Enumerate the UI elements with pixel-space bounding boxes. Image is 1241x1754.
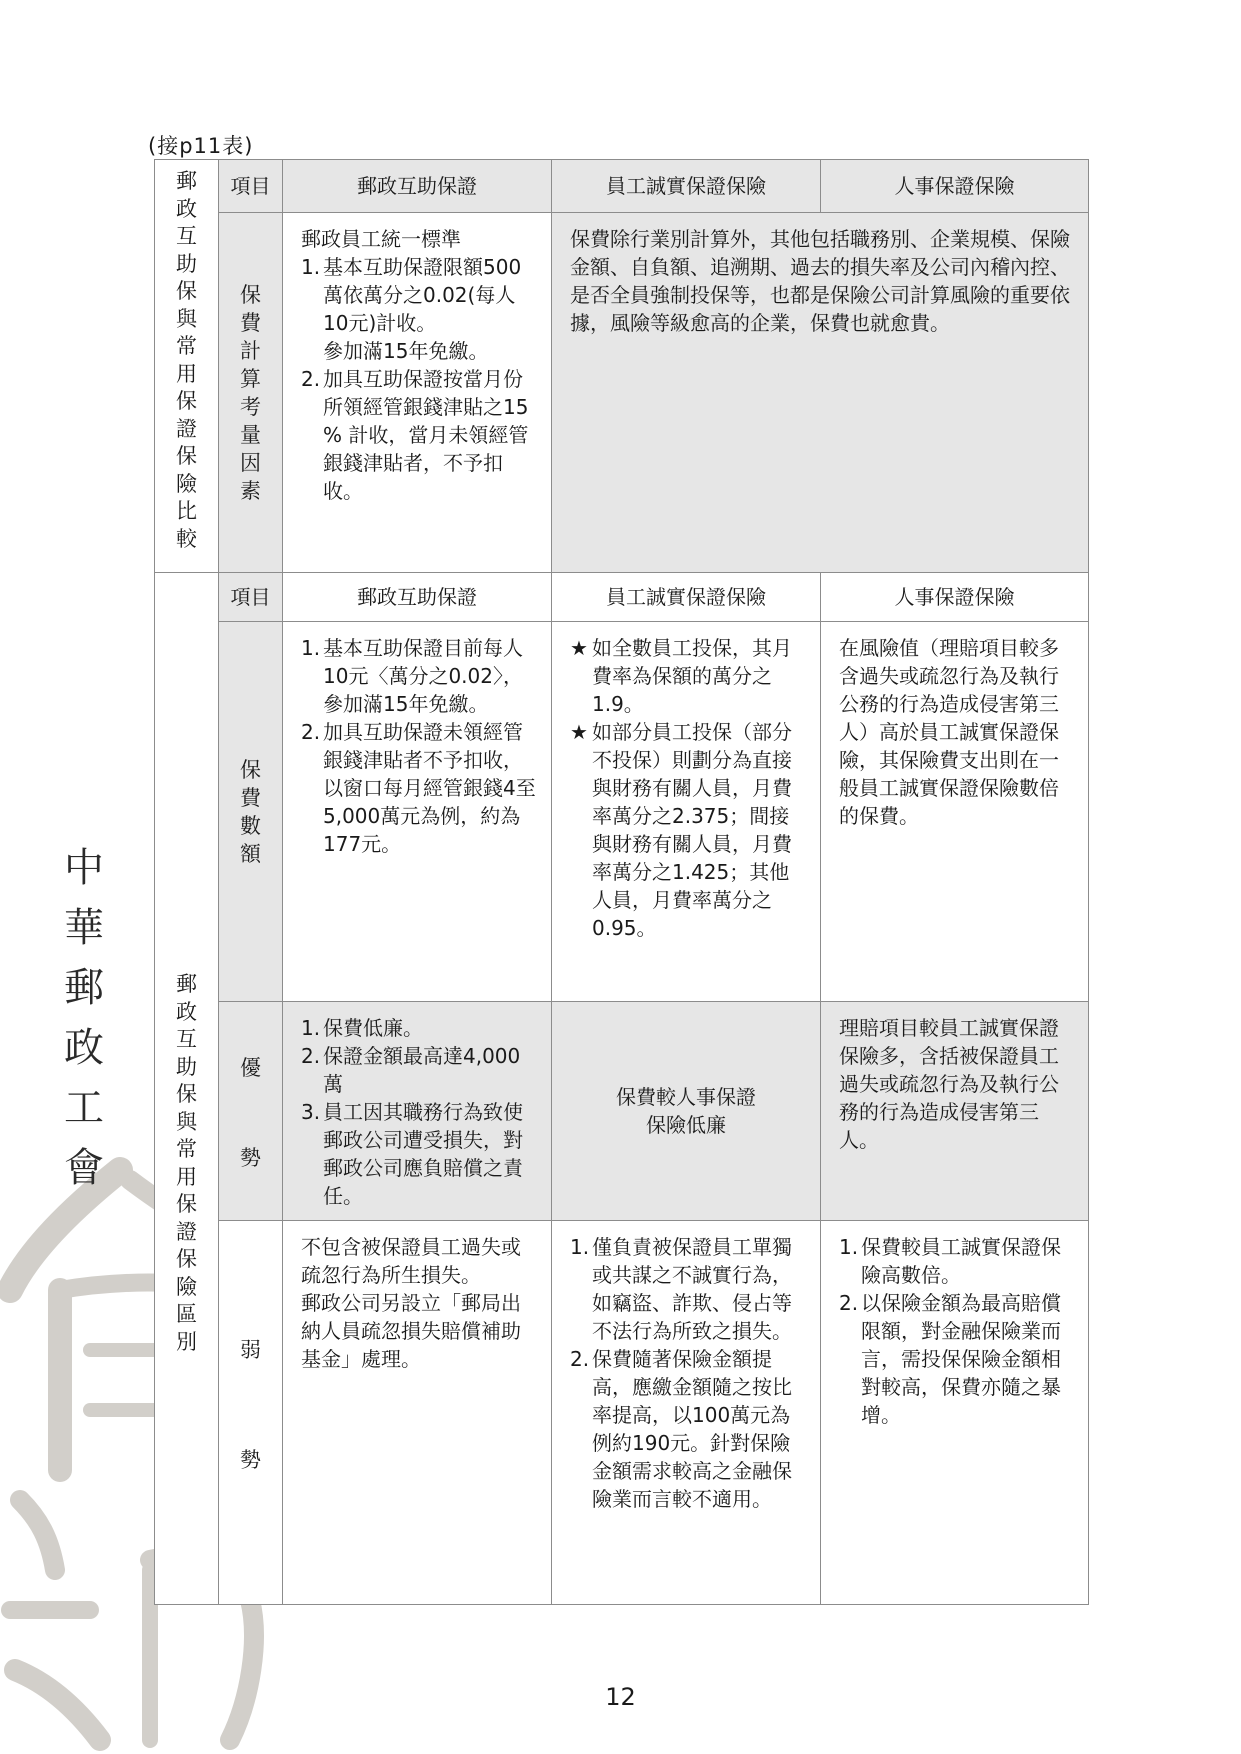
advantage-label-bottom: 勢 xyxy=(240,1146,261,1170)
list-item: 2. 保證金額最高達4,000萬 xyxy=(301,1044,521,1096)
premium-amount-label: 保費數額 xyxy=(240,757,261,866)
disadvantage-label-top: 弱 xyxy=(240,1338,261,1362)
advantage-label-top: 優 xyxy=(240,1056,261,1080)
list-item: 1. 保費低廉。 xyxy=(301,1016,423,1040)
postal-intro: 郵政員工統一標準 xyxy=(301,227,461,251)
list-item: 1. 僅負責被保證員工單獨或共謀之不誠實行為，如竊盜、詐欺、侵占等不法行為所致之損失。 xyxy=(570,1235,792,1343)
list-item: 1. 基本互助保證目前每人10元〈萬分之0.02〉，參加滿15年免繳。 xyxy=(301,636,523,716)
personnel-disadvantage xyxy=(821,1221,1089,1605)
list-item: 2. 加具互助保證未領經管銀錢津貼者不予扣收，以窗口每月經管銀錢4至5,000萬元為例，約為177元。 xyxy=(301,720,536,856)
table1-header-item: 項目 xyxy=(219,160,283,213)
insurance-premium-factors xyxy=(552,213,1089,573)
list-item: 2. 以保險金額為最高賠償限額，對金融保險業而言，需投保保險金額相對較高，保費亦隨之暴增。 xyxy=(839,1291,1061,1427)
union-side-title: 中華郵政工會 xyxy=(64,845,104,1191)
disadvantage-label-bottom: 勢 xyxy=(240,1448,261,1472)
advantage-label-cell xyxy=(219,1002,283,1221)
fidelity-disadvantage xyxy=(552,1221,821,1605)
personnel-advantage: 理賠項目較員工誠實保證保險多，含括被保證員工過失或疏忽行為及執行公務的行為造成侵害第三人。 xyxy=(821,1002,1089,1221)
table2-title-cell xyxy=(155,573,219,1605)
list-item: 1. 保費較員工誠實保證保險高數倍。 xyxy=(839,1235,1061,1287)
table1-header-personnel: 人事保證保險 xyxy=(821,160,1089,213)
postal-advantage xyxy=(283,1002,552,1221)
list-item: 2. 加具互助保證按當月份所領經管銀錢津貼之15 % 計收，當月未領經管銀錢津貼者，不予扣收。 xyxy=(301,367,529,503)
postal-premium-amount xyxy=(283,622,552,1002)
table2-title: 郵政互助保與常用保證保險區別 xyxy=(176,972,197,1354)
table2-header-postal: 郵政互助保證 xyxy=(283,573,552,622)
premium-factors-label-cell xyxy=(219,213,283,573)
list-item: 3. 員工因其職務行為致使郵政公司遭受損失，對郵政公司應負賠償之責任。 xyxy=(301,1100,523,1208)
page-number: 12 xyxy=(605,1683,636,1711)
table2-header-fidelity: 員工誠實保證保險 xyxy=(552,573,821,622)
disadvantage-label-cell xyxy=(219,1221,283,1605)
premium-factors-label: 保費計算考量因素 xyxy=(240,282,261,503)
fidelity-premium-amount xyxy=(552,622,821,1002)
continued-from-label: (接p11表) xyxy=(148,134,254,158)
table2-header-item: 項目 xyxy=(219,573,283,622)
fidelity-advantage: 保費較人事保證 保險低廉 xyxy=(552,1002,821,1221)
insurance-premium-text: 保費除行業別計算外，其他包括職務別、企業規模、保險金額、自負額、追溯期、過去的損失率及公司內稽內控、是否全員強制投保等，也都是保險公司計算風險的重要依據，風險等級愈高的企業，保費也就愈貴。 xyxy=(570,227,1070,335)
list-item: 參加滿15年免繳。 xyxy=(323,339,489,363)
comparison-document-table xyxy=(154,159,1089,1605)
list-item: ★ 如全數員工投保，其月費率為保額的萬分之1.9。 xyxy=(570,636,792,716)
table1-title-cell xyxy=(155,160,219,573)
table1-header-fidelity: 員工誠實保證保險 xyxy=(552,160,821,213)
list-item: 1. 基本互助保證限額500萬依萬分之0.02(每人10元)計收。 xyxy=(301,255,522,335)
table2-header-personnel: 人事保證保險 xyxy=(821,573,1089,622)
postal-disadvantage: 不包含被保證員工過失或疏忽行為所生損失。 郵政公司另設立「郵局出納人員疏忽損失賠償補助基金」處理。 xyxy=(283,1221,552,1605)
list-item: 2. 保費隨著保險金額提高，應繳金額隨之按比率提高，以100萬元為例約190元。針對保險金額需求較高之金融保險業而言較不適用。 xyxy=(570,1347,792,1511)
postal-premium-factors xyxy=(283,213,552,573)
premium-amount-label-cell xyxy=(219,622,283,1002)
table1-title: 郵政互助保與常用保證保險比較 xyxy=(176,169,197,551)
list-item: ★ 如部分員工投保（部分不投保）則劃分為直接與財務有關人員，月費率萬分之2.375；間接與財務有關人員，月費率萬分之1.425；其他人員，月費率萬分之0.95。 xyxy=(570,720,792,940)
personnel-premium-amount: 在風險值（理賠項目較多含過失或疏忽行為及執行公務的行為造成侵害第三人）高於員工誠實保證保險，其保險費支出則在一般員工誠實保證保險數倍的保費。 xyxy=(821,622,1089,1002)
table1-header-postal: 郵政互助保證 xyxy=(283,160,552,213)
